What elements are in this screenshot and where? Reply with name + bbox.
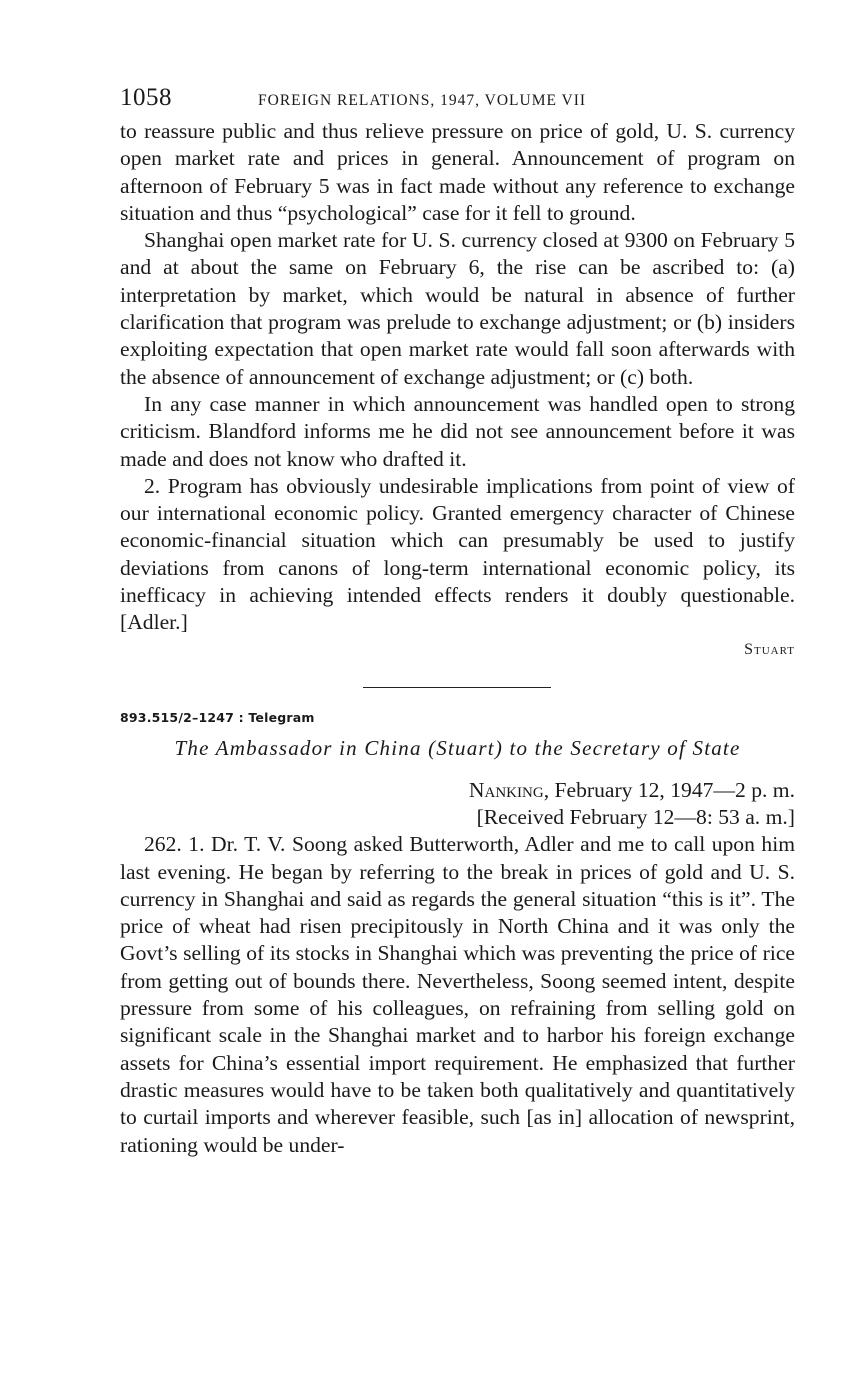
telegram-body: [120, 831, 795, 1159]
document-reference: 893.515/2–1247 : Telegram: [120, 709, 315, 725]
dateline: [120, 777, 795, 832]
document-heading: The Ambassador in China (Stuart) to the Secretary of State: [174, 735, 741, 760]
document-page: [120, 84, 795, 1159]
paragraph-open-market-rate: Shanghai open market rate for U. S. currency closed at 9300 on February 5 and at about the same on February 6, the rise can be ascribed to: (a) interpretation by market, which would be natural in absence of further clarification that program was prelude to exchange adjustment; or (b) insiders exploiting expectation that open market rate would fall soon afterwards with the absence of announcement of exchange adjustment; or (c) both.: [120, 228, 795, 389]
running-head: [120, 84, 795, 118]
dateline-place-date: [120, 777, 795, 804]
dateline-place: Nanking: [468, 777, 544, 802]
paragraph-announcement-criticism: In any case manner in which announcement was handled open to strong criticism. Blandford informs me he did not see announcement before it was made and does not know who drafted it.: [120, 391, 795, 471]
received-note: [Received February 12—8: 53 a. m.]: [476, 804, 795, 829]
dateline-date: , February 12, 1947—2 p. m.: [543, 777, 795, 802]
paragraph-program-implications: 2. Program has obviously undesirable implications from point of view of our international economic policy. Granted emergency character of Chinese economic-financial situation which can presumably be used to justify deviations from canons of long-term international economic policy, its inefficacy in achieving intended effects renders it doubly questionable. [Adler.]: [120, 473, 795, 635]
signature: Stuart: [744, 640, 795, 658]
paragraph-continued: to reassure public and thus relieve pressure on price of gold, U. S. currency open market rate and prices in general. Announcement of program on afternoon of February 5 was in fact made without any reference to exchange situation and thus “psychological” case for it fell to ground.: [120, 119, 795, 225]
page-number: 1058: [120, 84, 172, 111]
section-divider: [363, 687, 551, 688]
running-title: FOREIGN RELATIONS, 1947, VOLUME VII: [258, 92, 587, 109]
paragraph-soong-meeting: 262. 1. Dr. T. V. Soong asked Butterworth, Adler and me to call upon him last evening. He began by referring to the break in prices of gold and U. S. currency in Shanghai and said as regards the general situation “this is it”. The price of wheat had risen precipitously in North China and it was only the Govt’s selling of its stocks in Shanghai which was preventing the price of rice from getting out of bounds there. Nevertheless, Soong seemed intent, despite pressure from some of his colleagues, on refraining from selling gold on significant scale in the Shanghai market and to harbor his foreign exchange assets for China’s essential import requirement. He emphasized that further drastic measures would have to be taken both qualitatively and quantitatively to curtail imports and wherever feasible, such [as in] allocation of newsprint, rationing would be under-: [120, 832, 795, 1157]
telegram-continuation: [120, 118, 795, 637]
